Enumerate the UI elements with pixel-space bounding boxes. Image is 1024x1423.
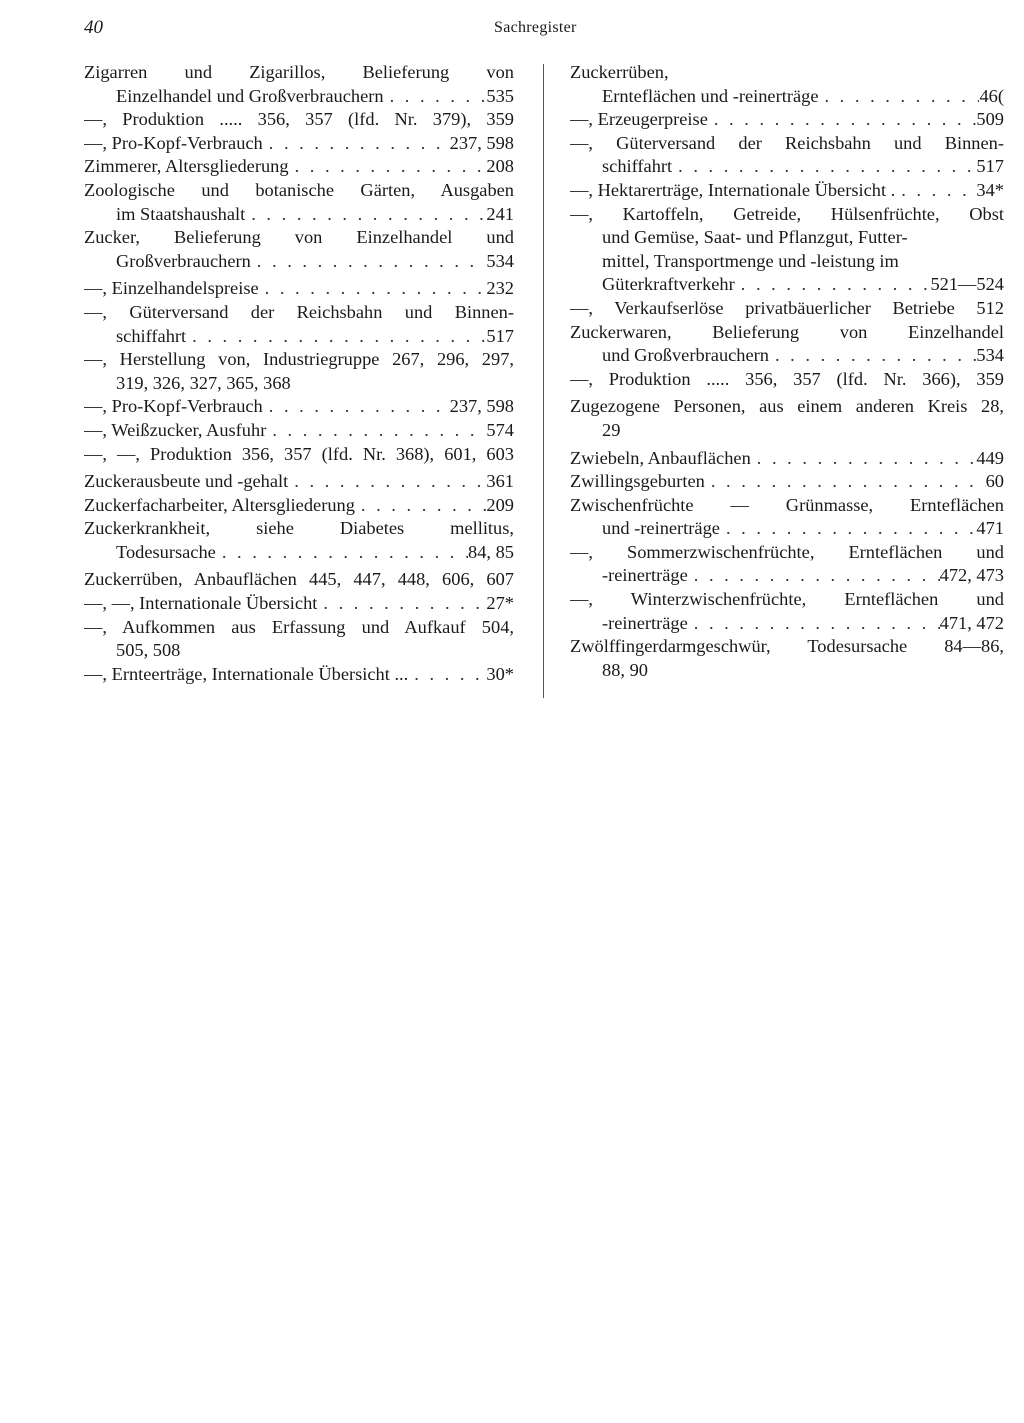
index-entry-line: —, Produktion ..... 356, 357 (lfd. Nr. 379), 359 [84,109,514,130]
index-entry-line: Zucker, Belieferung von Einzelhandel und [84,227,514,248]
dot-leader [259,277,487,301]
entry-text: Todesursache [116,541,216,562]
index-entry-line [570,517,1004,541]
page-reference: 241 [486,203,514,224]
index-entry-line: Zuckerrüben, [570,62,669,82]
index-entry-line: —, Verkaufserlöse privatbäuerlicher Betriebe 512 [570,297,1004,318]
entry-text: Zuckerausbeute und -gehalt [84,471,289,492]
index-entry-line: —, Güterversand der Reichsbahn und Binnen- [84,301,514,322]
entry-text: Ernteflächen und -reinerträge [602,85,819,106]
page-reference: 449 [976,447,1004,468]
index-entry-line: —, Aufkommen aus Erfassung und Aufkauf 504, [84,616,514,637]
index-column-left [84,61,514,686]
index-entry-line [570,344,1004,368]
index-entry-line [570,108,1004,132]
index-entry-line: 88, 90 [602,659,648,680]
index-entry-line [84,395,514,419]
index-entry-line [570,612,1004,636]
dot-leader [720,517,976,541]
index-entry-line [84,203,514,227]
index-entry-line [84,155,514,179]
entry-text: und Großverbrauchern [602,345,769,366]
entry-text: —, Erzeugerpreise [570,109,708,130]
page-reference: 471 [976,518,1004,539]
entry-text: Zwiebeln, Anbauflächen [570,447,751,468]
entry-text: —, Einzelhandelspreise [84,278,259,299]
dot-leader [751,447,977,471]
dot-leader [384,85,487,109]
page-reference: 30* [486,663,514,684]
page-reference: 521—524 [930,274,1004,295]
page-reference: 509 [976,109,1004,130]
index-entry-line [570,564,1004,588]
dot-leader [251,250,487,274]
page-reference: 574 [486,419,514,440]
index-entry-line: —, Produktion ..... 356, 357 (lfd. Nr. 366), 359 [570,368,1004,389]
index-entry-line: Zuckerwaren, Belieferung von Einzelhandel [570,321,1004,342]
entry-text: Einzelhandel und Großverbrauchern [116,85,384,106]
dot-leader [672,155,976,179]
index-entry-line: Zigarren und Zigarillos, Belieferung von [84,62,514,82]
index-entry-line [570,179,1004,203]
index-entry-line [84,663,514,687]
page-reference: 208 [486,156,514,177]
page-reference: 232 [486,278,514,299]
entry-text: schiffahrt [116,325,187,346]
dot-leader [317,592,486,616]
page-reference: 34* [976,179,1004,200]
index-entry-line: 29 [602,419,621,440]
index-entry-line [84,494,514,518]
page-reference: 535 [486,85,514,106]
running-head: Sachregister [494,19,577,36]
dot-leader [288,470,486,494]
dot-leader [245,203,486,227]
index-entry-line: Zugezogene Personen, aus einem anderen Kreis 28, [570,396,1004,417]
entry-text: Großverbrauchern [116,250,251,271]
dot-leader [408,663,486,687]
index-column-right [570,61,1004,682]
entry-text: Zwillingsgeburten [570,471,705,492]
page-reference: 517 [486,325,514,346]
index-entry-line: —, Sommerzwischenfrüchte, Ernteflächen und [570,541,1004,562]
dot-leader [216,541,468,565]
dot-leader [289,155,487,179]
index-entry-line: —, Kartoffeln, Getreide, Hülsenfrüchte, Obst [570,203,1004,224]
index-entry-line: Zuckerkrankheit, siehe Diabetes mellitus, [84,518,514,539]
entry-text: -reinerträge [602,612,688,633]
index-entry-line [84,470,514,494]
dot-leader [705,470,986,494]
index-entry-line [570,155,1004,179]
entry-text: -reinerträge [602,565,688,586]
index-entry-line [570,273,1004,297]
dot-leader [266,419,486,443]
page-reference: 534 [486,250,514,271]
index-entry-line: 319, 326, 327, 365, 368 [116,372,291,393]
entry-text: —, Hektarerträge, Internationale Übersicht . [570,179,896,200]
dot-leader [769,344,976,368]
index-entry-line [84,325,514,349]
index-entry-line: und Gemüse, Saat- und Pflanzgut, Futter- [602,227,908,248]
dot-leader [735,273,931,297]
page-reference: 237, 598 [449,132,514,153]
page-reference: 472, 473 [939,565,1004,586]
entry-text: —, —, Internationale Übersicht [84,593,318,614]
dot-leader [355,494,487,518]
entry-text: —, Pro-Kopf-Verbrauch [84,132,263,153]
page-reference: 46( [979,85,1004,106]
index-entry-line: Zwischenfrüchte — Grünmasse, Ernteflächen [570,494,1004,515]
index-entry-line: —, Winterzwischenfrüchte, Ernteflächen und [570,589,1004,610]
index-entry-line: 505, 508 [116,640,181,661]
page-reference: 517 [976,156,1004,177]
index-entry-line: mittel, Transportmenge und -leistung im [602,250,899,271]
index-entry-line [570,470,1004,494]
entry-text: Zimmerer, Altersgliederung [84,156,289,177]
entry-text: —, Pro-Kopf-Verbrauch [84,396,263,417]
entry-text: schiffahrt [602,156,673,177]
index-entry-line [84,541,514,565]
column-divider [543,64,544,698]
entry-text: Güterkraftverkehr [602,274,735,295]
page-reference: 534 [976,345,1004,366]
page-reference: 361 [486,471,514,492]
index-entry-line [84,277,514,301]
dot-leader [263,395,450,419]
dot-leader [186,325,486,349]
dot-leader [688,564,940,588]
entry-text: Zuckerfacharbeiter, Altersgliederung [84,494,355,515]
index-entry-line [84,419,514,443]
entry-text: —, Weißzucker, Ausfuhr [84,419,267,440]
entry-text: —, Ernteerträge, Internationale Übersicht ... [84,663,409,684]
index-entry-line: Zwölffingerdarmgeschwür, Todesursache 84—86, [570,636,1004,657]
dot-leader [688,612,940,636]
page-number: 40 [84,17,103,38]
dot-leader [895,179,976,203]
index-entry-line [570,447,1004,471]
dot-leader [818,85,979,109]
index-entry-line: —, —, Produktion 356, 357 (lfd. Nr. 368), 601, 603 [84,443,514,464]
page-reference: 209 [486,494,514,515]
page-reference: 471, 472 [939,612,1004,633]
index-entry-line [84,85,514,109]
index-entry-line: —, Güterversand der Reichsbahn und Binnen- [570,132,1004,153]
page-reference: 27* [486,593,514,614]
index-entry-line: Zuckerrüben, Anbauflächen 445, 447, 448, 606, 607 [84,569,514,590]
index-entry-line [84,132,514,156]
index-entry-line: Zoologische und botanische Gärten, Ausgaben [84,179,514,200]
index-entry-line [84,250,514,274]
index-entry-line [84,592,514,616]
page-reference: 60 [985,471,1004,492]
page-reference: 237, 598 [449,396,514,417]
dot-leader [708,108,977,132]
index-entry-line: —, Herstellung von, Industriegruppe 267, 296, 297, [84,349,514,370]
index-entry-line [570,85,1004,109]
entry-text: im Staatshaushalt [116,203,246,224]
dot-leader [263,132,450,156]
page-reference: 84, 85 [468,541,514,562]
entry-text: und -reinerträge [602,518,720,539]
